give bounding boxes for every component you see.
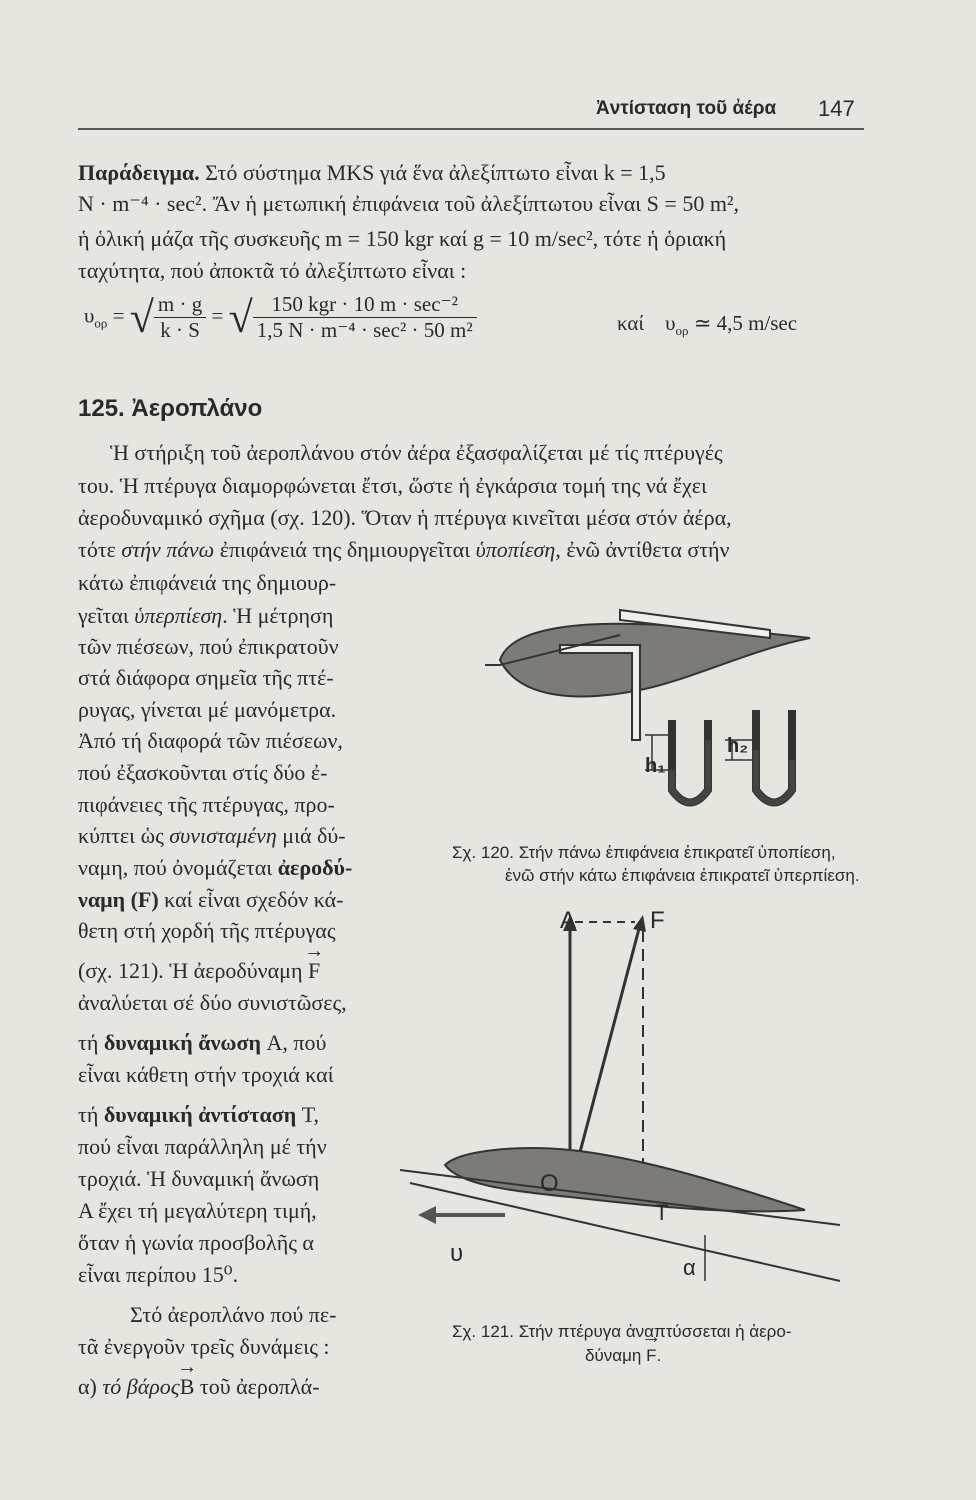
- col-line-25: α) τό βάρος→ B τοῦ ἀεροπλά-: [78, 1374, 320, 1400]
- col-line-13: (σχ. 121). Ἡ ἀεροδύναμη → F: [78, 958, 320, 984]
- col-line-16: εἶναι κάθετη στήν τροχιά καί: [78, 1062, 334, 1087]
- col-line-14: ἀναλύεται σέ δύο συνιστῶσες,: [78, 990, 347, 1015]
- running-header: Ἀντίσταση τοῦ ἀέρα: [596, 98, 777, 119]
- label-h1: h₁: [645, 755, 666, 777]
- label-T: T: [655, 1200, 669, 1225]
- example-line-1: Παράδειγμα. Στό σύστημα MKS γιά ἕνα ἀλεξίπτωτο εἶναι k = 1,5: [78, 160, 666, 185]
- col-line-5: ρυγας, γίνεται μέ μανόμετρα.: [78, 697, 337, 722]
- col-line-19: τροχιά. Ἡ δυναμική ἄνωση: [78, 1166, 320, 1191]
- figure-121-caption-2: δύναμη → F.: [585, 1346, 661, 1366]
- label-F: F: [650, 907, 665, 934]
- label-alpha: α: [683, 1255, 696, 1280]
- col-line-23: Στό ἀεροπλάνο πού πε-: [130, 1302, 337, 1327]
- example-line-4: ταχύτητα, πού ἀποκτᾶ τό ἀλεξίπτωτο εἶναι :: [78, 258, 467, 283]
- body-line-3: ἀεροδυναμικό σχῆμα (σχ. 120). Ὅταν ἡ πτέρυγα κινεῖται μέσα στόν ἀέρα,: [78, 505, 732, 530]
- label-A: A: [560, 907, 577, 934]
- manometer-left-fluid: [672, 740, 708, 803]
- label-h2: h₂: [727, 735, 749, 757]
- figure-120-wing-manometers: [440, 590, 870, 840]
- figure-120-caption-2: ἐνῶ στήν κάτω ἐπιφάνεια ἐπικρατεῖ ὑπερπίεση.: [505, 866, 860, 885]
- col-line-17: τή δυναμική ἀντίσταση T,: [78, 1102, 320, 1127]
- col-line-15: τή δυναμική ἄνωση A, πού: [78, 1030, 327, 1055]
- col-line-9: κύπτει ὡς συνισταμένη μιά δύ-: [78, 823, 346, 848]
- figure-120-caption-1: Σχ. 120. Στήν πάνω ἐπιφάνεια ἐπικρατεῖ ὑποπίεση,: [452, 843, 836, 862]
- col-line-8: πιφάνειες τῆς πτέρυγας, προ-: [78, 792, 335, 817]
- example-label: Παράδειγμα.: [78, 160, 200, 185]
- formula-result: καί $\upsilon_{o\rho}$ ≃ 4,5 m/sec: [617, 311, 798, 339]
- col-line-6: Ἀπό τή διαφορά τῶν πιέσεων,: [78, 728, 343, 753]
- manometer-left: [672, 720, 708, 803]
- manometer-right-fluid: [756, 750, 792, 803]
- formula-lhs: υ: [84, 303, 95, 328]
- col-line-11: ναμη (F) καί εἶναι σχεδόν κά-: [78, 887, 344, 912]
- col-line-1: κάτω ἐπιφάνειά της δημιουρ-: [78, 570, 337, 595]
- col-line-24: τᾶ ἐνεργοῦν τρεῖς δυνάμεις :: [78, 1334, 330, 1359]
- example-line-3: ἡ ὁλική μάζα τῆς συσκευῆς m = 150 kgr καί g = 10 m/sec², τότε ἡ ὁριακή: [78, 226, 727, 251]
- terminal-velocity-formula: $\upsilon_{o\rho}$ = √ $\frac{m \cdot g}{k \cdot S}$ = √ $\frac{\text{150 kgr · 10 m · sec⁻²}}{\text{1,5 N · m⁻⁴ · sec² · 50 m²}}$: [84, 292, 477, 343]
- airfoil-section: [445, 1148, 805, 1211]
- col-line-18: πού εἶναι παράλληλη μέ τήν: [78, 1134, 327, 1159]
- col-line-12: θετη στή χορδή τῆς πτέρυγας: [78, 918, 336, 943]
- figure-121-aerodynamic-force: [400, 895, 880, 1315]
- body-line-4: τότε στήν πάνω ἐπιφάνειά της δημιουργεῖται ὑποπίεση, ἐνῶ ἀντίθετα στήν: [78, 537, 730, 562]
- page-number: 147: [818, 96, 855, 121]
- header-rule: [78, 128, 864, 130]
- label-O: O: [540, 1170, 559, 1197]
- label-v: υ: [450, 1240, 464, 1267]
- col-line-3: τῶν πιέσεων, πού ἐπικρατοῦν: [78, 634, 339, 659]
- example-line-2: N · m⁻⁴ · sec². Ἄν ἡ μετωπική ἐπιφάνεια τοῦ ἀλεξίπτωτου εἶναι S = 50 m²,: [78, 191, 740, 216]
- col-line-22: εἶναι περίπου 15⁰.: [78, 1262, 239, 1287]
- section-title: 125. Ἀεροπλάνο: [78, 395, 263, 422]
- col-line-7: πού ἐξασκοῦνται στίς δύο ἐ-: [78, 760, 328, 785]
- fraction-symbolic: $\frac{m \cdot g}{k \cdot S}$: [154, 292, 206, 343]
- body-line-2: του. Ἡ πτέρυγα διαμορφώνεται ἔτσι, ὥστε ἡ ἐγκάρσια τομή της νά ἔχει: [78, 473, 707, 498]
- col-line-10: ναμη, πού ὀνομάζεται ἀεροδύ-: [78, 855, 353, 880]
- col-line-21: ὅταν ἡ γωνία προσβολῆς α: [78, 1230, 314, 1255]
- col-line-4: στά διάφορα σημεῖα τῆς πτέ-: [78, 665, 334, 690]
- body-line-1: Ἡ στήριξη τοῦ ἀεροπλάνου στόν ἀέρα ἐξασφαλίζεται μέ τίς πτέρυγές: [110, 440, 723, 465]
- col-line-2: γεῖται ὑπερπίεση. Ἡ μέτρηση: [78, 603, 334, 628]
- manometer-right: [756, 710, 792, 803]
- fraction-numeric: $\frac{\text{150 kgr · 10 m · sec⁻²}}{\text{1,5 N · m⁻⁴ · sec² · 50 m²}}$: [253, 292, 477, 343]
- col-line-20: A ἔχει τή μεγαλύτερη τιμή,: [78, 1198, 317, 1223]
- figure-121-caption-1: Σχ. 121. Στήν πτέρυγα ἀναπτύσσεται ἡ ἀερο-: [452, 1322, 792, 1341]
